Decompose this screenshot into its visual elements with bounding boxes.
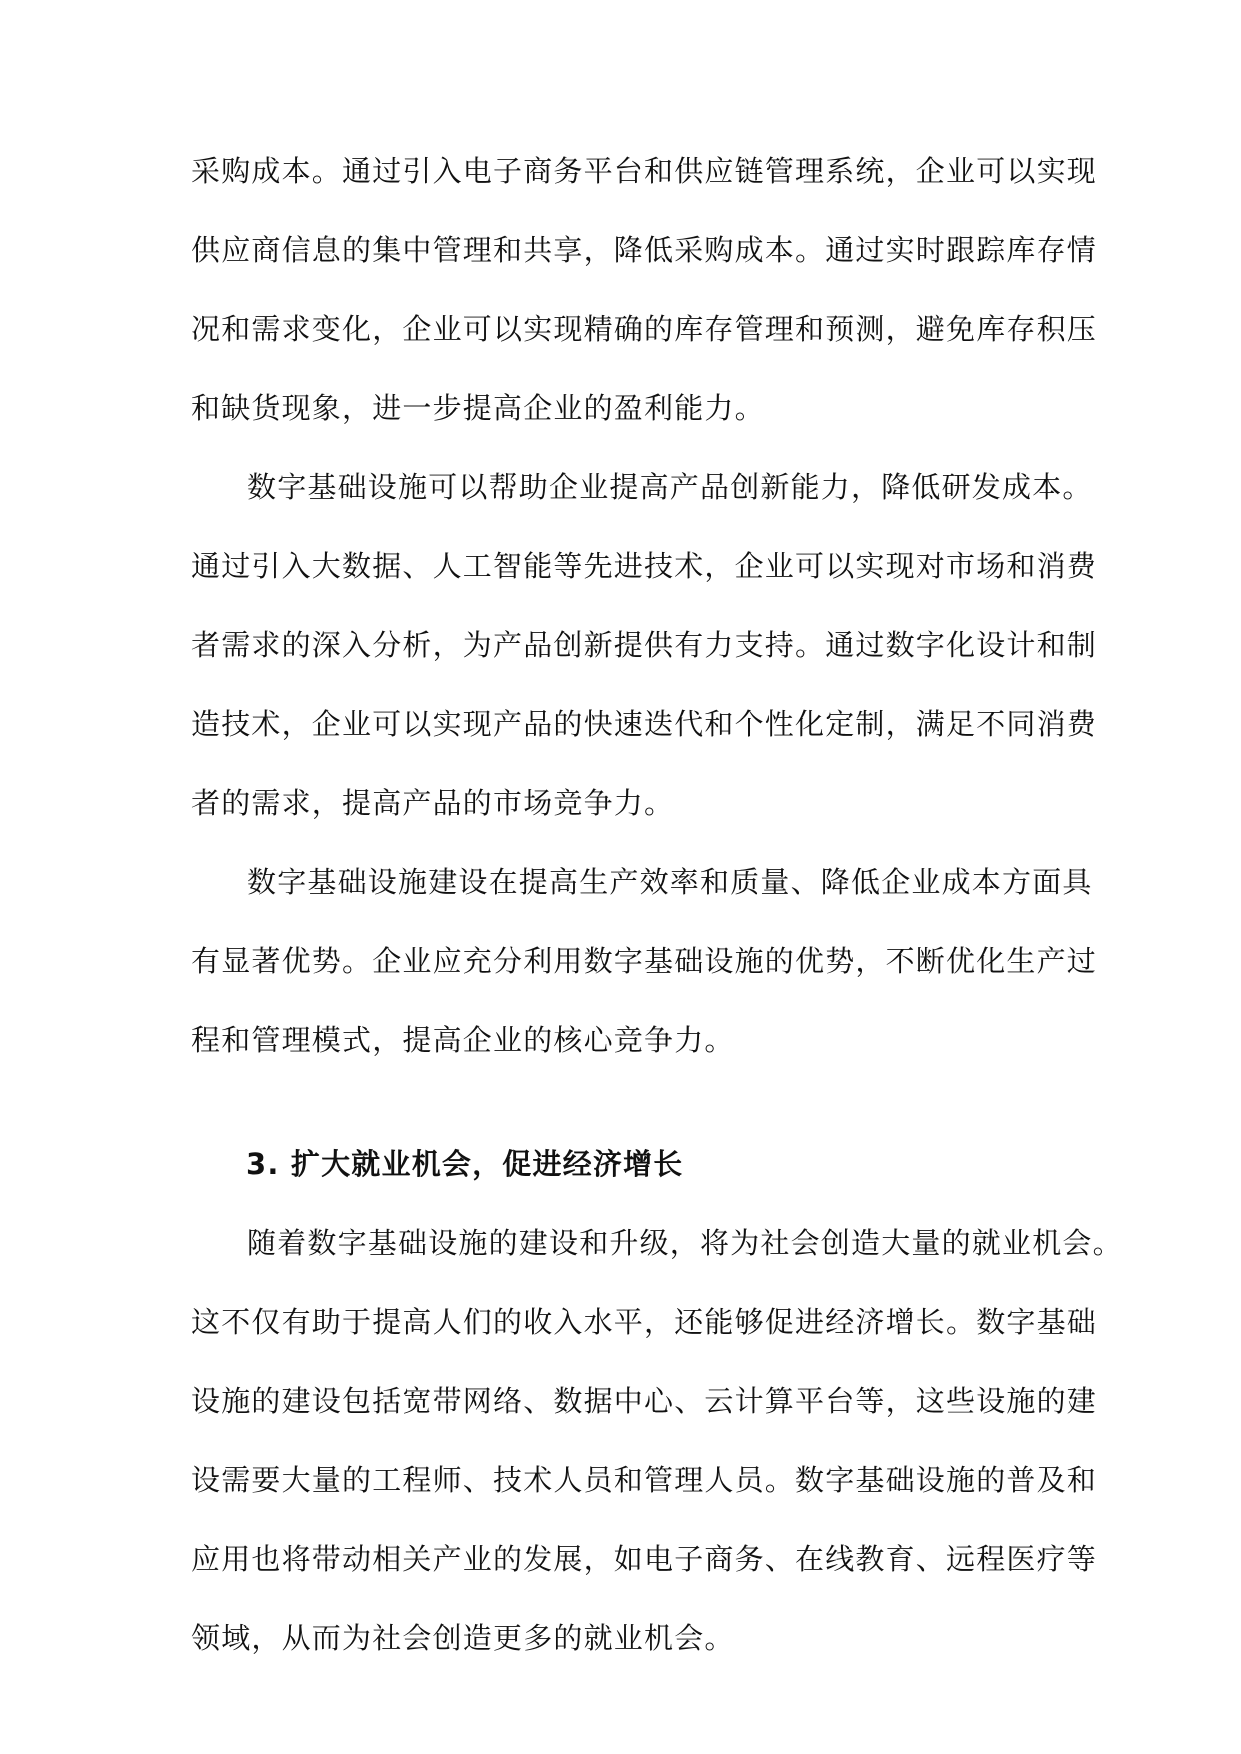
- paragraph-line: 和缺货现象，进一步提高企业的盈利能力。: [191, 391, 765, 425]
- paragraph-line: 应用也将带动相关产业的发展，如电子商务、在线教育、远程医疗等: [191, 1542, 1098, 1576]
- document-body: [191, 141, 1123, 1687]
- paragraph-summary: [191, 852, 1098, 1089]
- paragraph-line: 通过引入大数据、人工智能等先进技术，企业可以实现对市场和消费: [191, 549, 1098, 583]
- paragraph-line: 供应商信息的集中管理和共享，降低采购成本。通过实时跟踪库存情: [191, 233, 1098, 267]
- paragraph-product-innovation: [191, 457, 1098, 852]
- paragraph-line: 者的需求，提高产品的市场竞争力。: [191, 786, 675, 820]
- paragraph-line: 领域，从而为社会创造更多的就业机会。: [191, 1621, 735, 1655]
- paragraph-line: 数字基础设施可以帮助企业提高产品创新能力，降低研发成本。: [247, 470, 1093, 504]
- paragraph-line: 设需要大量的工程师、技术人员和管理人员。数字基础设施的普及和: [191, 1463, 1098, 1497]
- paragraph-line: 数字基础设施建设在提高生产效率和质量、降低企业成本方面具: [247, 865, 1093, 899]
- paragraph-line: 这不仅有助于提高人们的收入水平，还能够促进经济增长。数字基础: [191, 1305, 1098, 1339]
- paragraph-line: 造技术，企业可以实现产品的快速迭代和个性化定制，满足不同消费: [191, 707, 1098, 741]
- paragraph-line: 采购成本。通过引入电子商务平台和供应链管理系统，企业可以实现: [191, 154, 1098, 188]
- paragraph-line: 者需求的深入分析，为产品创新提供有力支持。通过数字化设计和制: [191, 628, 1098, 662]
- section-heading: 3. 扩大就业机会，促进经济增长: [246, 1147, 684, 1181]
- paragraph-line: 设施的建设包括宽带网络、数据中心、云计算平台等，这些设施的建: [191, 1384, 1098, 1418]
- paragraph-line: 随着数字基础设施的建设和升级，将为社会创造大量的就业机会。: [247, 1226, 1123, 1260]
- paragraph-line: 有显著优势。企业应充分利用数字基础设施的优势，不断优化生产过: [191, 944, 1098, 978]
- paragraph-line: 况和需求变化，企业可以实现精确的库存管理和预测，避免库存积压: [191, 312, 1098, 346]
- paragraph-purchasing-cost: [191, 141, 1098, 457]
- paragraph-line: 程和管理模式，提高企业的核心竞争力。: [191, 1023, 735, 1057]
- paragraph-employment: [191, 1213, 1123, 1687]
- section-spacer: [191, 1089, 1049, 1134]
